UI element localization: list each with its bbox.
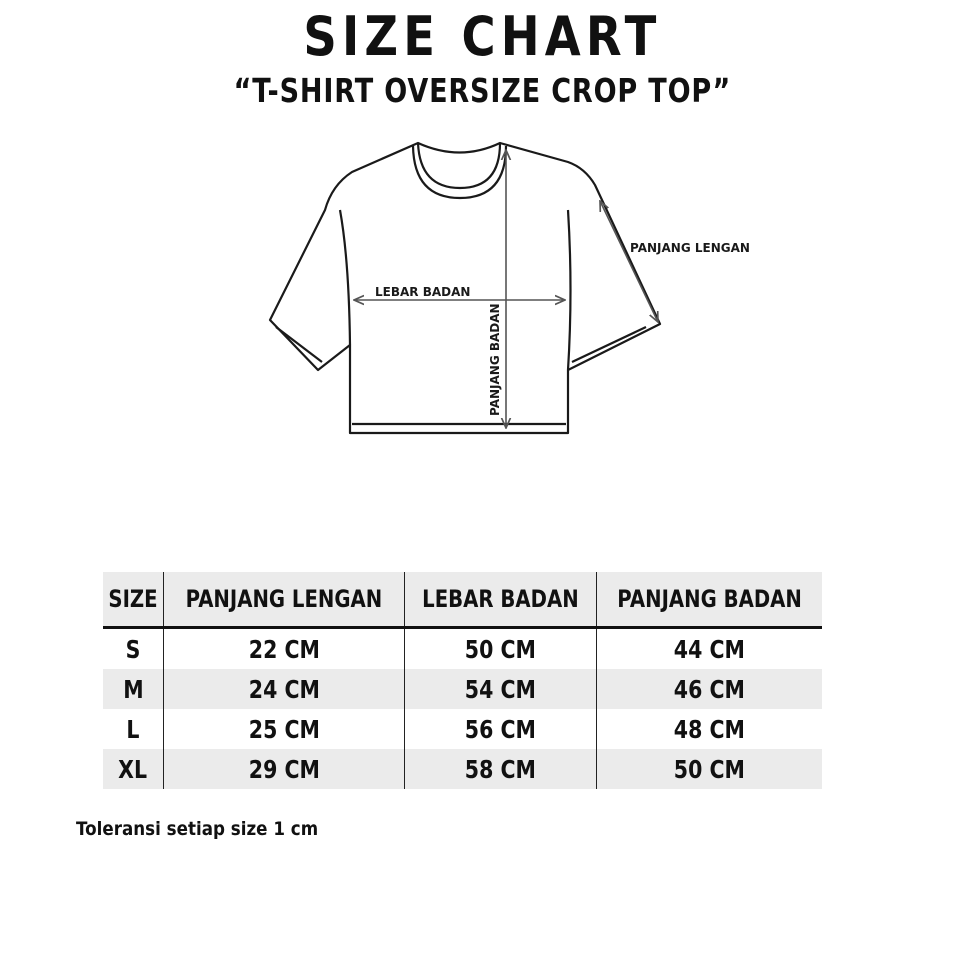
cell-width: 58 CM: [404, 749, 596, 789]
cell-length: 48 CM: [673, 714, 745, 744]
cell-sleeve: 24 CM: [164, 669, 405, 709]
cell-size: XL: [103, 749, 164, 789]
cell-length: 46 CM: [596, 669, 822, 709]
cell-size: L: [103, 709, 164, 749]
table-row: [103, 709, 822, 749]
table-header-row: [103, 572, 822, 628]
label-width: LEBAR BADAN: [375, 285, 471, 299]
header-width: LEBAR BADAN: [404, 572, 596, 628]
header-size: SIZE: [103, 572, 164, 628]
cell-sleeve: 29 CM: [164, 749, 405, 789]
cell-width: 54 CM: [404, 669, 596, 709]
cell-length: 50 CM: [596, 749, 822, 789]
size-table: [103, 572, 822, 789]
cell-width: 56 CM: [404, 709, 596, 749]
label-length: PANJANG BADAN: [488, 303, 502, 416]
page-title: SIZE CHART: [303, 5, 662, 68]
cell-length: 44 CM: [673, 634, 745, 664]
header-length: PANJANG BADAN: [596, 572, 822, 628]
cell-size: M: [103, 669, 164, 709]
cell-size: S: [103, 628, 164, 670]
cell-sleeve: 25 CM: [164, 709, 405, 749]
cell-width: 50 CM: [404, 628, 596, 670]
table-row: [103, 749, 822, 789]
table-row: [103, 628, 822, 670]
tolerance-note: Toleransi setiap size 1 cm: [76, 818, 319, 840]
sleeve-length-arrow: [600, 201, 658, 322]
page-subtitle: “T-SHIRT OVERSIZE CROP TOP”: [233, 71, 732, 110]
cell-sleeve: 22 CM: [164, 628, 405, 670]
label-sleeve: PANJANG LENGAN: [630, 241, 750, 255]
table-row: [103, 669, 822, 709]
header-sleeve: PANJANG LENGAN: [164, 572, 405, 628]
tshirt-diagram: [0, 0, 965, 470]
